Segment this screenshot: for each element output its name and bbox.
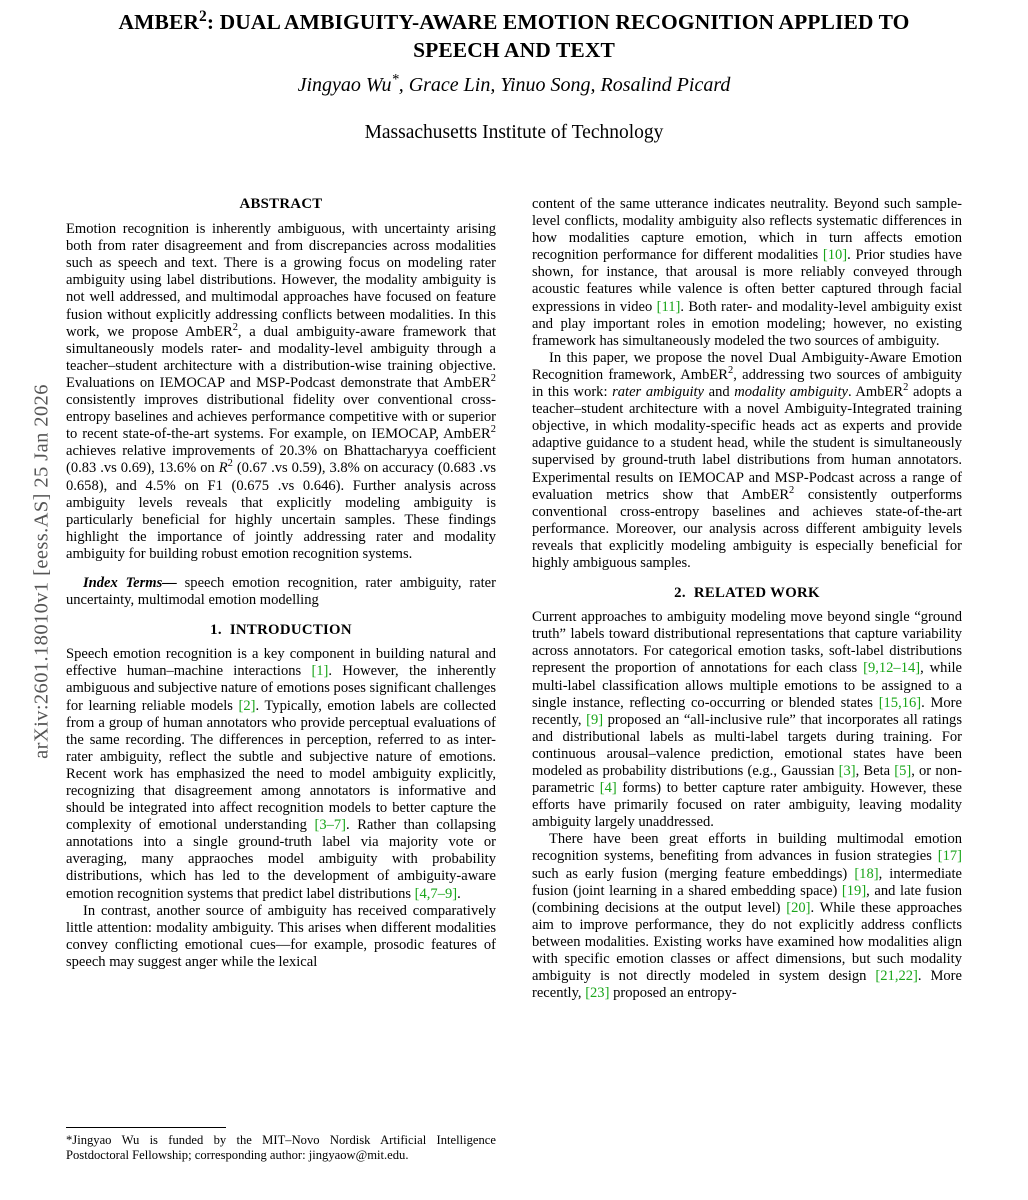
citation-18[interactable]: [18] [854,865,879,882]
author-list: Jingyao Wu*, Grace Lin, Yinuo Song, Rosalind Picard [297,71,731,96]
related-paragraph-1: Current approaches to ambiguity modeling move beyond single “ground truth” labels toward distributional representations that capture variability across annotators. For categorical emotion tasks, soft-label distributions represent the proportion of annotations for each class [9,12–14], while multi-label classification allows multiple emotions to be assigned to a single instance, reflecting co-occurring or blended states [15,16]. More recently, [9] proposed an “all-inclusive rule” that incorporates all ratings and distributional labels as multi-label targets during training. For continuous arousal–valence prediction, emotional states have been modeled as probability distributions (e.g., Gaussian [3], Beta [5], or non-parametric [4] forms) to better capture rater ambiguity. However, these efforts have primarily focused on rater ambiguity, leaving modality ambiguity largely unaddressed. [532,609,962,831]
citation-1[interactable]: [1] [311,663,329,680]
citation-19[interactable]: [19] [841,882,867,899]
citation-4[interactable]: [4] [599,780,617,797]
affiliation: Massachusetts Institute of Technology [364,122,664,143]
citation-3-7[interactable]: [3–7] [314,817,346,834]
section-heading-introduction: 1. INTRODUCTION [210,622,352,639]
footnote [66,1133,496,1163]
citation-17[interactable]: [17] [937,848,962,865]
page-title: AMBER$^2$: DUAL AMBIGUITY-AWARE EMOTION RECOGNITION APPLIED TO SPEECH AND TEXT [118,7,910,62]
citation-20[interactable]: [20] [786,899,811,916]
right-paragraph-1: content of the same utterance indicates neutrality. Beyond such sample-level conflicts, modality ambiguity also reflects systematic differences in how modalities capture emotion, which in turn affects emotion recognition performance for different modalities [10]. Prior studies have shown, for instance, that arousal is more reliably conveyed through acoustic features while valence is often better captured through facial expressions in video [11]. Both rater- and modality-level ambiguity exist and play important roles in emotion modeling; however, no existing framework has simultaneously modeled the two sources of ambiguity. [532,196,963,349]
footnote-line-2: Postdoctoral Fellowship; corresponding author: jingyaow@mit.edu. [66,1148,409,1163]
intro-paragraph-1: Speech emotion recognition is a key component in building natural and effective human–machine interactions [1]. However, the inherently ambiguous and subjective nature of emotions poses significant challenges for learning reliable models [2]. Typically, emotion labels are collected from a group of human annotators who provide perceptual evaluations of the same recording. The differences in perception, referred to as inter-rater ambiguity, reflect the subtle and subjective nature of emotions. Recent work has emphasized the need to model ambiguity explicitly, recognizing that disagreement among annotators is informative and should be integrated into affect recognition models to better capture the complexity of emotional understanding [3–7]. Rather than collapsing annotations into a single ground-truth label via majority vote or averaging, many appraoches model ambiguity with probability distributions, which has led to the development of ambiguity-aware emotion recognition systems that predict label distributions [4,7–9]. [66,646,496,902]
index-terms [66,575,496,609]
citation-9[interactable]: [9] [586,711,604,728]
section-heading-related-work: 2. RELATED WORK [674,585,820,602]
citation-23[interactable]: [23] [585,985,610,1002]
citation-10[interactable]: [10] [822,247,848,264]
citation-4-7-9[interactable]: [4,7–9] [414,885,458,902]
left-column [66,196,496,971]
intro-paragraph-2: In contrast, another source of ambiguity has received comparatively little attention: modality ambiguity. This arises when different modalities convey conflicting emotional cues—for example, prosodic features of speech may suggest anger while the lexical [66,902,496,970]
citation-3[interactable]: [3] [838,763,856,779]
footnote-divider [66,1127,226,1128]
abstract-heading: ABSTRACT [239,196,323,212]
index-terms-label: Index Terms— [83,574,177,591]
citation-5[interactable]: [5] [894,763,912,779]
abstract-text: Emotion recognition is inherently ambiguous, with uncertainty arising both from rater disagreement and from discrepancies across modalities such as speech and text. There is a growing focus on modeling rater ambiguity using label distributions. However, the modality ambiguity is not well addressed, and multimodal approaches have focused on feature fusion without explicitly addressing conflicts between modalities. In this work, we propose AmbER$^2$, a dual ambiguity-aware framework that simultaneously models rater- and modality-level ambiguity through a teacher–student architecture with a distribution-wise training objective. Evaluations on IEMOCAP and MSP-Podcast demonstrate that AmbER$^2$ consistently improves distributional fidelity over conventional cross-entropy baselines and achieves performance competitive with or superior to recent state-of-the-art systems. For example, on IEMOCAP, AmbER$^2$ achieves relative improvements of 20.3% on Bhattacharyya coefficient (0.83 .vs 0.69), 13.6% on $R^2$ (0.67 .vs 0.59), 3.8% on accuracy (0.683 .vs 0.658), and 4.5% on F1 (0.675 .vs 0.646). Further analysis across ambiguity levels reveals that explicitly modeling ambiguity is particularly beneficial for highly uncertain samples. These findings highlight the importance of jointly addressing rater and modality ambiguity for building robust emotion recognition systems. [66,221,496,562]
right-paragraph-2: In this paper, we propose the novel Dual Ambiguity-Aware Emotion Recognition framework, AmbER$^2$, addressing two sources of ambiguity in this work: rater ambiguity and modality ambiguity. AmbER$^2$ adopts a teacher–student architecture with a novel Ambiguity-Integrated training objective, in which modality-specific heads act as experts and provide adaptive guidance to a student head, while the student is simultaneously supervised by ground-truth label distributions from human annotators. Experimental results on IEMOCAP and MSP-Podcast across a range of evaluation metrics show that AmbER$^2$ consistently outperforms conventional cross-entropy baselines and achieves state-of-the-art performance. Moreover, our analysis across different ambiguity levels reveals that explicitly modeling ambiguity is especially beneficial for highly ambiguous samples. [532,349,962,571]
right-column [532,196,962,1002]
citation-2[interactable]: [2] [238,697,256,714]
citation-11[interactable]: [11] [656,298,681,315]
index-terms-text: speech emotion recognition, rater ambiguity, rater uncertainty, multimodal emotion modelling [66,574,496,609]
footnote-line-1: *Jingyao Wu is funded by the MIT–Novo Nordisk Artificial Intelligence [66,1133,496,1147]
related-paragraph-2: There have been great efforts in building multimodal emotion recognition systems, benefiting from advances in fusion strategies [17] such as early fusion (merging feature embeddings) [18], intermediate fusion (joint learning in a shared embedding space) [19], and late fusion (combining decisions at the output level) [20]. While these approaches aim to improve performance, they do not explicitly address conflicts between modalities. Existing works have examined how modalities align with specific emotion classes or affect dimensions, but such modality ambiguity is not directly modeled in system design [21,22]. More recently, [23] proposed an entropy- [532,831,962,1002]
citation-15-16[interactable]: [15,16] [878,694,922,711]
arxiv-stamp: arXiv:2601.18010v1 [eess.AS] 25 Jan 2026 [30,384,53,759]
citation-9-12-14[interactable]: [9,12–14] [863,660,921,677]
citation-21-22[interactable]: [21,22] [875,968,918,985]
